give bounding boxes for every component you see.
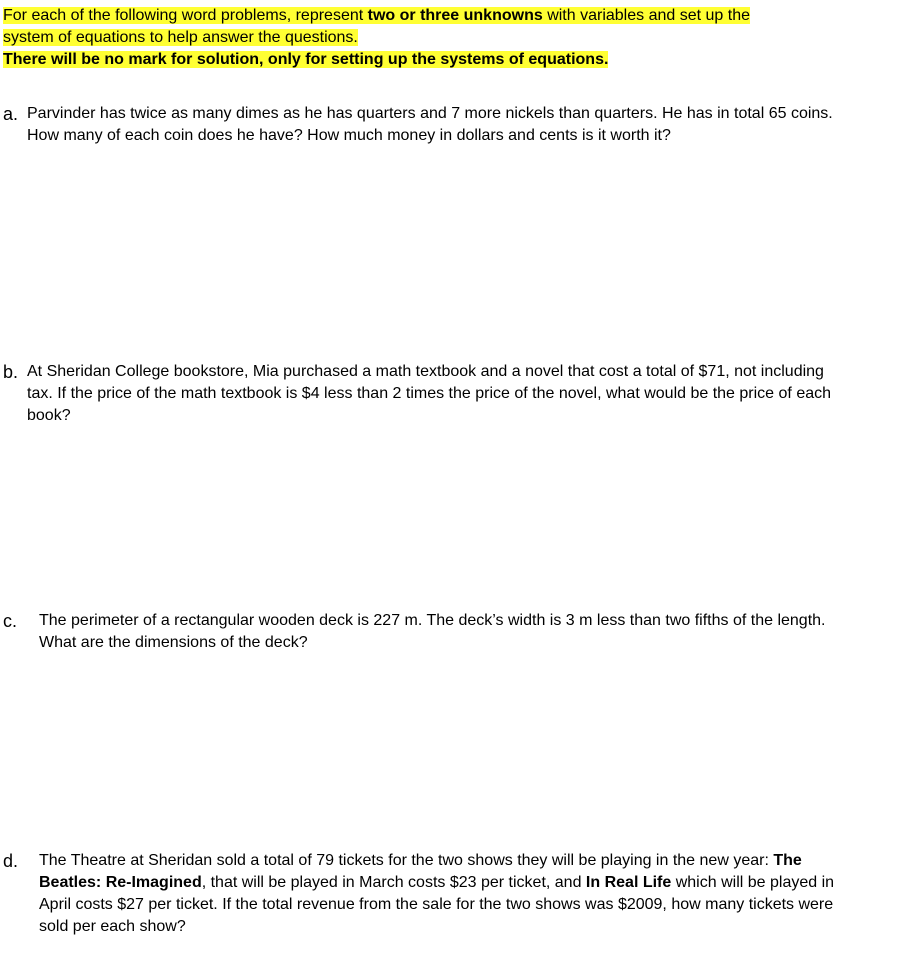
problem-b: [3, 361, 863, 427]
instructions-note: There will be no mark for solution, only for setting up the systems of equations.: [3, 51, 609, 68]
instructions-line-2: [3, 27, 883, 49]
show-title-in-real-life: In Real Life: [585, 874, 672, 891]
problem-text-part: The Theatre at Sheridan sold a total of 79 tickets for the two shows they will be playing in the new year:: [39, 852, 774, 869]
instructions-line-1: [3, 5, 883, 27]
problem-text-part: , that will be played in March costs $23 per ticket, and: [201, 874, 586, 891]
problem-text: The perimeter of a rectangular wooden deck is 227 m. The deck’s width is 3 m less than two fifths of the length. What are the dimensions of the deck?: [39, 612, 826, 651]
problem-c: [3, 610, 863, 654]
problem-d: [3, 850, 863, 938]
instructions-text: For each of the following word problems, represent: [3, 7, 368, 24]
problem-text: At Sheridan College bookstore, Mia purchased a math textbook and a novel that cost a total of $71, not including tax. If the price of the math textbook is $4 less than 2 times the price of the novel, what would be the price of each book?: [27, 363, 832, 424]
problem-marker: b.: [3, 362, 19, 382]
problem-marker: c.: [3, 611, 18, 631]
instructions-text: system of equations to help answer the questions.: [3, 29, 358, 46]
show-title-beatles: The Beatles: Re-Imagined: [39, 852, 802, 891]
instructions-line-3: [3, 49, 883, 71]
problem-text: [39, 850, 859, 938]
problem-marker: d.: [3, 851, 19, 871]
problem-text: Parvinder has twice as many dimes as he has quarters and 7 more nickels than quarters. He has in total 65 coins. How many of each coin does he have? How much money in dollars and cents is it worth it?: [27, 105, 833, 144]
problem-a: [3, 103, 863, 147]
instructions: [3, 5, 883, 71]
problem-text-part: which will be played in April costs $27 per ticket. If the total revenue from the sale for the two shows was $2009, how many tickets were sold per each show?: [39, 874, 835, 935]
instructions-emphasis: two or three unknowns: [367, 7, 543, 24]
problem-marker: a.: [3, 104, 19, 124]
instructions-text: with variables and set up the: [542, 7, 750, 24]
